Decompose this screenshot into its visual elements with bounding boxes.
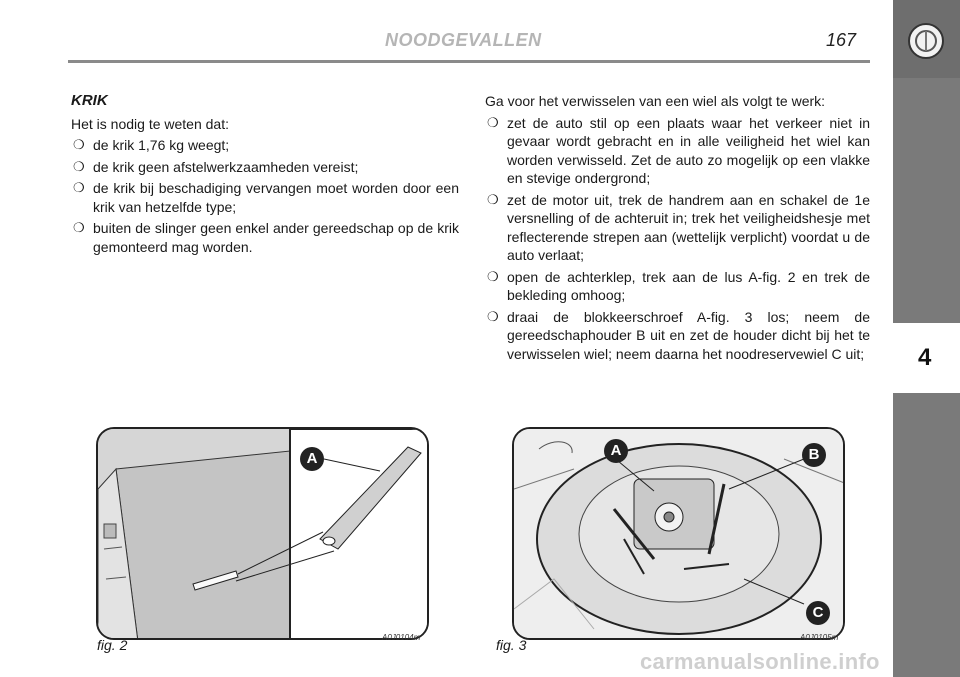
list-item — [485, 114, 870, 188]
watermark: carmanualsonline.info — [640, 649, 880, 674]
list-item-text: zet de motor uit, trek de handrem aan en schakel de 1e versnelling of de achteruit in; trek het veiligheidshesje met reflecterende strepen aan (wettelijk verplicht) voordat u de auto verlaat; — [507, 191, 870, 263]
list-item — [71, 219, 459, 256]
intro-text: Ga voor het verwisselen van een wiel als volgt te werk: — [485, 93, 826, 109]
page-number: 167 — [826, 30, 857, 50]
figure-caption: fig. 2 — [97, 637, 128, 653]
bullet-icon: ❍ — [487, 308, 499, 324]
figure-code: A0J0105m — [800, 633, 839, 642]
figure-trunk-loop — [96, 427, 429, 640]
section-title: KRIK — [71, 92, 108, 109]
intro-text: Het is nodig te weten dat: — [71, 115, 229, 132]
list-item — [71, 179, 459, 216]
list-item-text: draai de blokkeerschroef A-fig. 3 los; neem de gereedschaphouder B uit en zet de houder dicht bij het te verwisselen wiel; neem daarna het noodreservewiel C uit; — [507, 308, 870, 362]
figure-caption: fig. 3 — [496, 637, 527, 653]
bullet-icon: ❍ — [487, 191, 499, 207]
bullet-icon: ❍ — [487, 114, 499, 130]
bullet-icon: ❍ — [487, 268, 499, 284]
list-item-text: de krik 1,76 kg weegt; — [93, 137, 230, 153]
bullet-list — [71, 136, 459, 256]
bullet-icon: ❍ — [73, 137, 85, 152]
label-c-icon: C — [806, 601, 830, 625]
label-a-icon: A — [604, 439, 628, 463]
list-item-text: open de achterklep, trek aan de lus A-fig. 2 en trek de bekleding omhoog; — [507, 268, 870, 303]
list-item-text: buiten de slinger geen enkel ander gereedschap op de krik gemonteerd mag worden. — [93, 220, 459, 255]
list-item-text: de krik bij beschadiging vervangen moet worden door een krik van hetzelfde type; — [93, 180, 459, 215]
left-column — [71, 92, 459, 259]
bullet-icon: ❍ — [73, 220, 85, 235]
section-header-title: NOODGEVALLEN — [385, 30, 542, 50]
list-item — [485, 191, 870, 265]
bullet-icon: ❍ — [73, 158, 85, 174]
bullet-list — [485, 114, 870, 364]
figure-code: A0J0104m — [382, 633, 421, 642]
alfa-romeo-logo-icon — [908, 23, 944, 59]
header-divider — [68, 60, 870, 63]
list-item — [485, 268, 870, 305]
list-item — [71, 158, 459, 177]
list-item — [71, 136, 459, 155]
list-item-text: de krik geen afstelwerkzaamheden vereist; — [93, 158, 359, 175]
right-column — [485, 92, 870, 366]
label-b-icon: B — [802, 443, 826, 467]
bullet-icon: ❍ — [73, 180, 85, 195]
list-item-text: zet de auto stil op een plaats waar het verkeer niet in gevaar wordt gebracht en in alle veiligheid het wiel kan worden verwisseld. Zet de auto zo mogelijk op een vlakke en stevige ondergrond; — [507, 114, 870, 186]
list-item — [485, 308, 870, 364]
label-a-icon: A — [300, 447, 324, 471]
figure-spare-wheel — [512, 427, 845, 640]
chapter-number: 4 — [918, 344, 932, 371]
